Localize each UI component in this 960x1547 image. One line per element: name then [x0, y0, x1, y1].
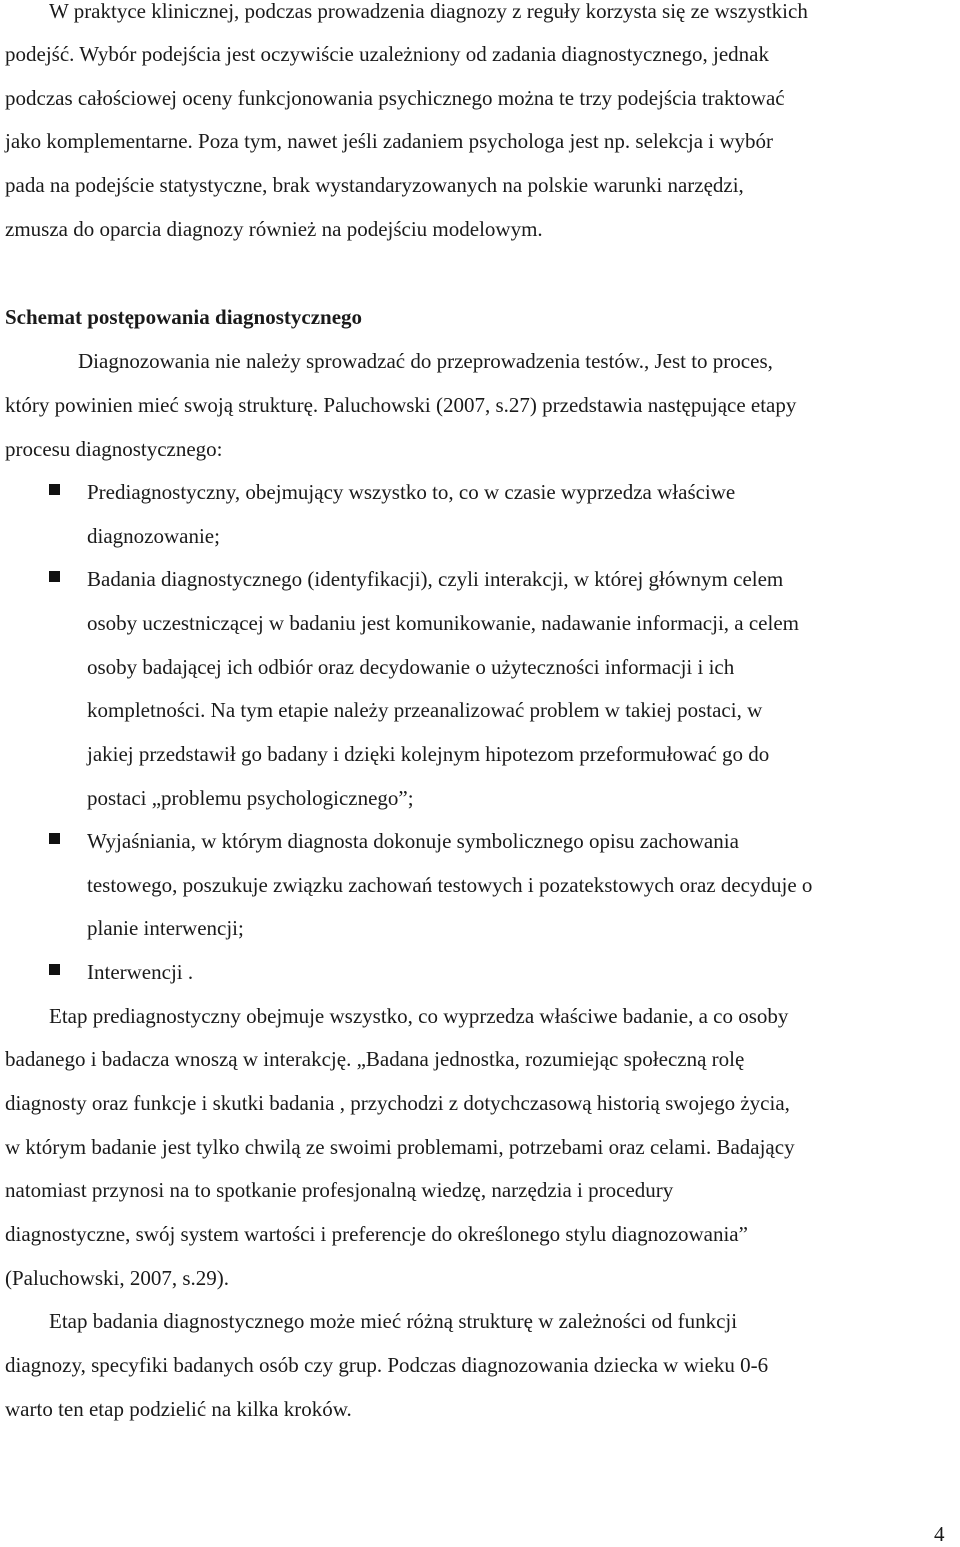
page-number: 4 — [934, 1522, 945, 1546]
badania-line-1: Etap badania diagnostycznego może mieć różną strukturę w zależności od funkcji — [49, 1309, 738, 1333]
prediag-line-3: diagnosty oraz funkcje i skutki badania , przychodzi z dotychczasową historią swojego życia, — [5, 1091, 790, 1115]
prediag-line-1: Etap prediagnostyczny obejmuje wszystko, co wyprzedza właściwe badanie, a co osoby — [49, 1004, 789, 1028]
bullet-2-line-6: postaci „problemu psychologicznego”; — [87, 786, 414, 810]
bullet-4-line-1: Interwencji . — [87, 960, 194, 984]
bullet-2-line-3: osoby badającej ich odbiór oraz decydowanie o użyteczności informacji i ich — [87, 655, 735, 679]
bullet-1-line-1: Prediagnostyczny, obejmujący wszystko to, co w czasie wyprzedza właściwe — [87, 480, 736, 504]
section-heading: Schemat postępowania diagnostycznego — [5, 305, 363, 329]
intro-line-5: pada na podejście statystyczne, brak wystandaryzowanych na polskie warunki narzędzi, — [5, 173, 744, 197]
bullet-1-line-2: diagnozowanie; — [87, 524, 220, 548]
bullet-2-line-4: kompletności. Na tym etapie należy przeanalizować problem w takiej postaci, w — [87, 698, 763, 722]
prediag-line-6: diagnostyczne, swój system wartości i preferencje do określonego stylu diagnozowania” — [5, 1222, 748, 1246]
bullet-3-line-3: planie interwencji; — [87, 916, 244, 940]
schema-line-2: który powinien mieć swoją strukturę. Paluchowski (2007, s.27) przedstawia następujące etapy — [5, 393, 797, 417]
prediag-line-4: w którym badanie jest tylko chwilą ze swoimi problemami, potrzebami oraz celami. Badający — [5, 1135, 795, 1159]
bullet-2-line-5: jakiej przedstawił go badany i dzięki kolejnym hipotezom przeformułować go do — [87, 742, 770, 766]
bullet-2-line-2: osoby uczestniczącej w badaniu jest komunikowanie, nadawanie informacji, a celem — [87, 611, 799, 635]
intro-line-3: podczas całościowej oceny funkcjonowania psychicznego można te trzy podejścia traktować — [5, 86, 785, 110]
badania-line-3: warto ten etap podzielić na kilka kroków. — [5, 1397, 352, 1421]
bullet-marker-3 — [49, 833, 60, 844]
bullet-marker-2 — [49, 571, 60, 582]
intro-line-6: zmusza do oparcia diagnozy również na podejściu modelowym. — [5, 217, 543, 241]
intro-line-2: podejść. Wybór podejścia jest oczywiście uzależniony od zadania diagnostycznego, jednak — [5, 42, 769, 66]
intro-line-4: jako komplementarne. Poza tym, nawet jeśli zadaniem psychologa jest np. selekcja i wybór — [5, 129, 774, 153]
schema-line-3: procesu diagnostycznego: — [5, 437, 223, 461]
intro-line-1: W praktyce klinicznej, podczas prowadzenia diagnozy z reguły korzysta się ze wszystkich — [49, 0, 808, 23]
schema-line-1: Diagnozowania nie należy sprowadzać do przeprowadzenia testów., Jest to proces, — [78, 349, 773, 373]
bullet-3-line-2: testowego, poszukuje związku zachowań testowych i pozatekstowych oraz decyduje o — [87, 873, 813, 897]
bullet-marker-1 — [49, 484, 60, 495]
bullet-marker-4 — [49, 964, 60, 975]
bullet-2-line-1: Badania diagnostycznego (identyfikacji), czyli interakcji, w której głównym celem — [87, 567, 784, 591]
prediag-line-5: natomiast przynosi na to spotkanie profesjonalną wiedzę, narzędzia i procedury — [5, 1178, 674, 1202]
prediag-line-7: (Paluchowski, 2007, s.29). — [5, 1266, 229, 1290]
prediag-line-2: badanego i badacza wnoszą w interakcję. „Badana jednostka, rozumiejąc społeczną rolę — [5, 1047, 745, 1071]
badania-line-2: diagnozy, specyfiki badanych osób czy grup. Podczas diagnozowania dziecka w wieku 0-6 — [5, 1353, 769, 1377]
bullet-3-line-1: Wyjaśniania, w którym diagnosta dokonuje symbolicznego opisu zachowania — [87, 829, 739, 853]
